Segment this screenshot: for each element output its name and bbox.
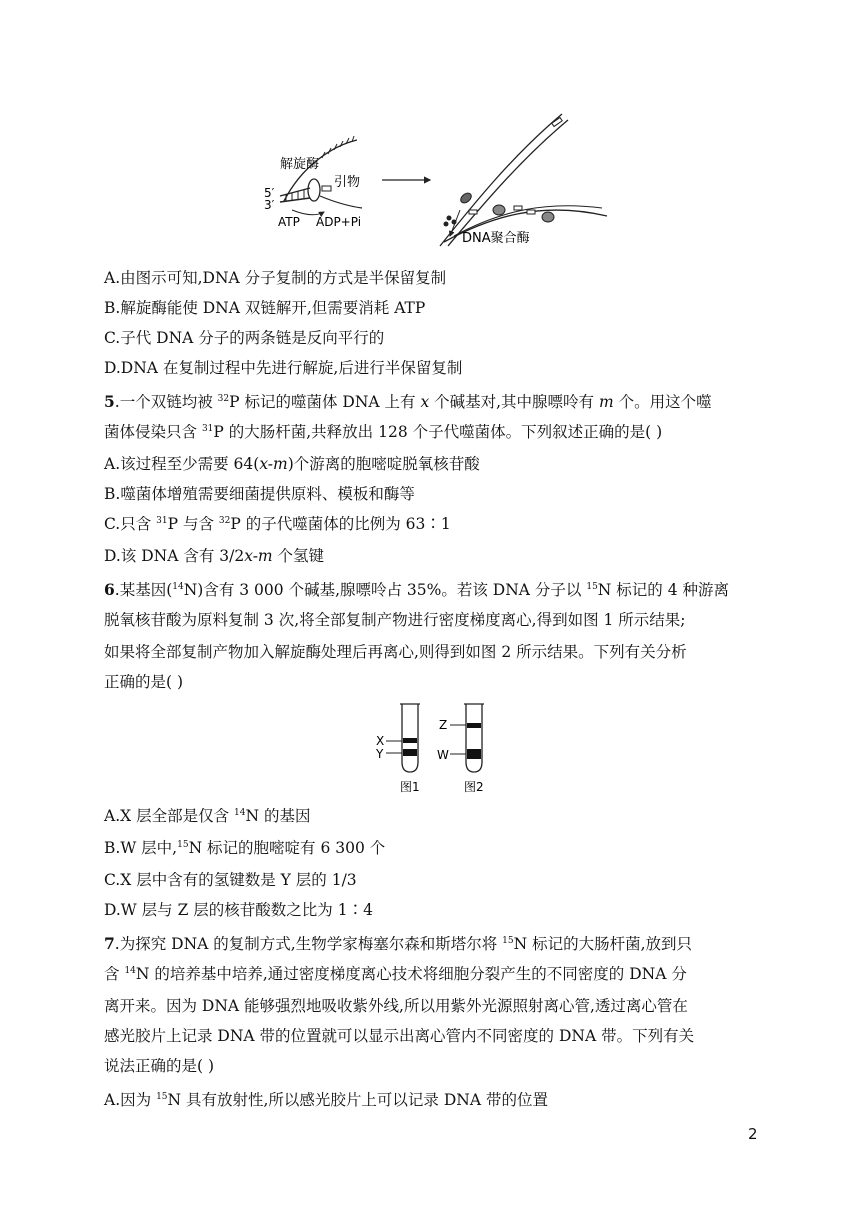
- q4-option-c: C.子代 DNA 分子的两条链是反向平行的: [104, 329, 385, 347]
- q5-option-b: B.噬菌体增殖需要细菌提供原料、模板和酶等: [104, 485, 415, 503]
- q6-option-b: B.W 层中,$^{15}$N 标记的胞嘧啶有 6 300 个: [104, 839, 386, 857]
- q6-option-a: A.X 层全部是仅含 $^{14}$N 的基因: [104, 807, 311, 825]
- q7-number: 7: [104, 934, 115, 953]
- q7-stem-line4: 感光胶片上记录 DNA 带的位置就可以显示出离心管内不同密度的 DNA 带。下列有关: [104, 1027, 695, 1045]
- q6-number: 6: [104, 580, 115, 599]
- helicase-label: 解旋酶: [280, 157, 320, 172]
- q5-option-c: C.只含 $^{31}$P 与含 $^{32}$P 的子代噬菌体的比例为 63∶1: [104, 515, 451, 533]
- atp-label: ATP: [278, 215, 300, 229]
- q7-stem-line5: 说法正确的是( ): [104, 1057, 215, 1075]
- primer-label: 引物: [334, 175, 361, 190]
- polymerase-label: DNA聚合酶: [462, 231, 530, 246]
- q7-stem-line3: 离开来。因为 DNA 能够强烈地吸收紫外线,所以用紫外光源照射离心管,透过离心管在: [104, 997, 688, 1015]
- q6-option-d: D.W 层与 Z 层的核苷酸数之比为 1∶4: [104, 901, 373, 919]
- fig2-caption: 图2: [464, 780, 484, 794]
- centrifuge-tubes-figure: [370, 700, 500, 804]
- q7-stem-line1: 7.为探究 DNA 的复制方式,生物学家梅塞尔森和斯塔尔将 $^{15}$N 标记的大肠杆菌,放到只: [104, 934, 692, 953]
- replication-figure: [262, 106, 612, 255]
- q5-option-d: D.该 DNA 含有 3/2x-m 个氢键: [104, 547, 325, 565]
- q5-number: 5: [104, 392, 115, 411]
- q6-stem-line3: 如果将全部复制产物加入解旋酶处理后再离心,则得到如图 2 所示结果。下列有关分析: [104, 643, 687, 661]
- page-number: 2: [748, 1125, 758, 1143]
- q7-stem-line2: 含 $^{14}$N 的培养基中培养,通过密度梯度离心技术将细胞分裂产生的不同密度的 DNA 分: [104, 965, 687, 983]
- q5-stem-line1: 5.一个双链均被 $^{32}$P 标记的噬菌体 DNA 上有 x 个碱基对,其中腺嘌呤有 m 个。用这个噬: [104, 392, 712, 411]
- q6-stem-line2: 脱氧核苷酸为原料复制 3 次,将全部复制产物进行密度梯度离心,得到如图 1 所示结果;: [104, 611, 686, 629]
- q4-option-b: B.解旋酶能使 DNA 双链解开,但需要消耗 ATP: [104, 299, 426, 317]
- three-prime-label: 3′: [264, 198, 275, 212]
- q4-option-a: A.由图示可知,DNA 分子复制的方式是半保留复制: [104, 269, 447, 287]
- fig1-caption: 图1: [400, 780, 420, 794]
- adp-label: ADP+Pi: [316, 215, 362, 229]
- q6-option-c: C.X 层中含有的氢键数是 Y 层的 1/3: [104, 871, 357, 889]
- label-y: Y: [376, 747, 384, 761]
- q5-option-a: A.该过程至少需要 64(x-m)个游离的胞嘧啶脱氧核苷酸: [104, 455, 480, 473]
- label-x: X: [376, 734, 385, 748]
- q6-stem-line1: 6.某基因($^{14}$N)含有 3 000 个碱基,腺嘌呤占 35%。若该 DNA 分子以 $^{15}$N 标记的 4 种游离: [104, 580, 730, 599]
- q7-option-a: A.因为 $^{15}$N 具有放射性,所以感光胶片上可以记录 DNA 带的位置: [104, 1091, 548, 1109]
- q5-stem-line2: 菌体侵染只含 $^{31}$P 的大肠杆菌,共释放出 128 个子代噬菌体。下列叙述正确的是( ): [104, 423, 663, 441]
- q4-option-d: D.DNA 在复制过程中先进行解旋,后进行半保留复制: [104, 359, 463, 377]
- q6-stem-line4: 正确的是( ): [104, 673, 184, 691]
- label-w: W: [437, 748, 449, 762]
- label-z: Z: [439, 718, 448, 732]
- five-prime-label: 5′: [264, 186, 275, 200]
